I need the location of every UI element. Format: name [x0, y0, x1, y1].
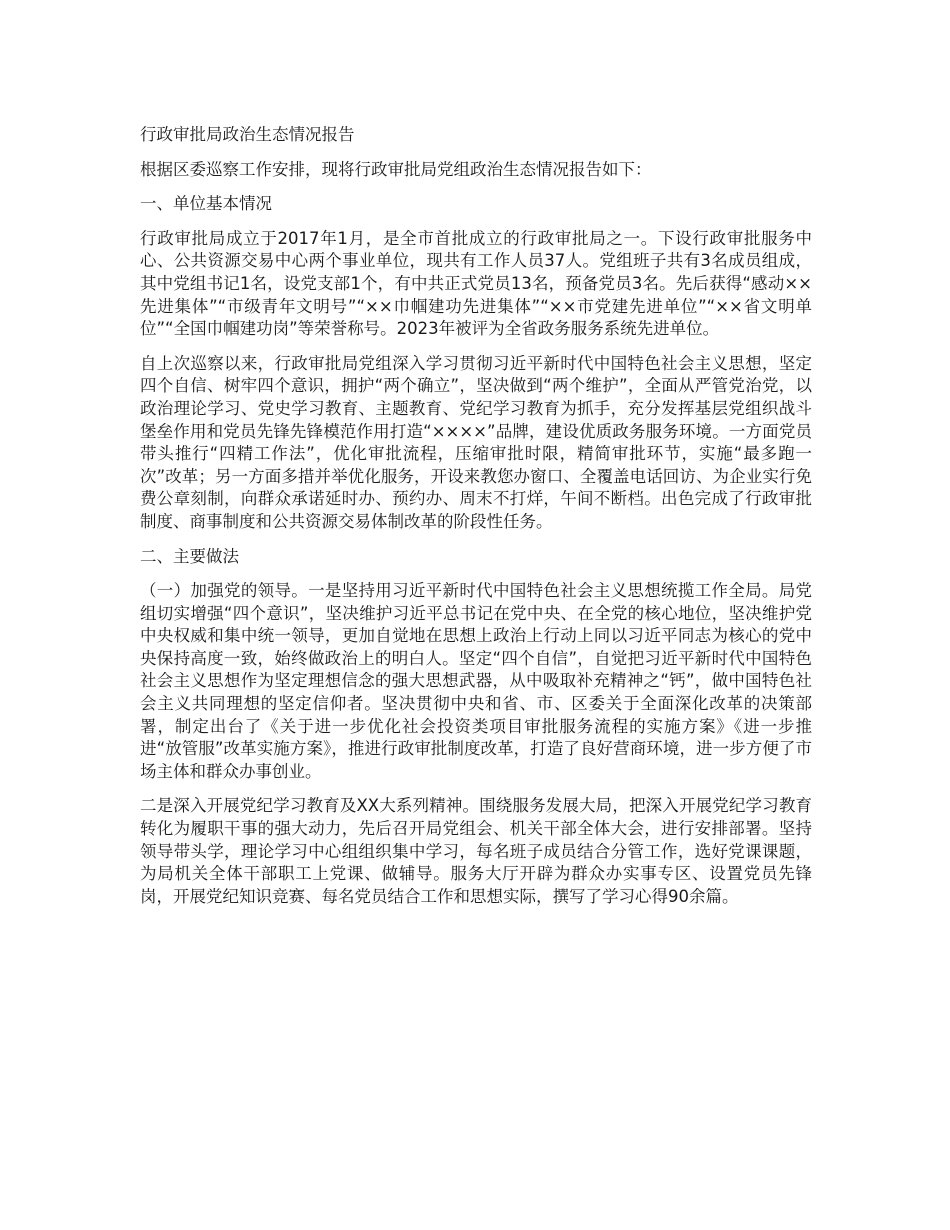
section-2-heading: 二、主要做法: [140, 546, 239, 566]
section-1-paragraph-1: 行政审批局成立于2017年1月，是全市首批成立的行政审批局之一。下设行政审批服务中心、公共资源交易中心两个事业单位，现共有工作人员37人。党组班子共有3名成员组成，其中党组书记1名，设党支部1个，有中共正式党员13名，预备党员3名。先后获得“感动××先进集体”“市级青年文明号”“××巾帼建功先进集体”“××市党建先进单位”“××省文明单位”“全国巾帼建功岗”等荣誉称号。2023年被评为全省政务服务系统先进单位。: [140, 228, 812, 339]
document-title: 行政审批局政治生态情况报告: [140, 125, 355, 144]
document-page: [140, 124, 812, 920]
section-1-paragraph-2: 自上次巡察以来，行政审批局党组深入学习贯彻习近平新时代中国特色社会主义思想，坚定四个自信、树牢四个意识，拥护“两个确立”，坚决做到“两个维护”，全面从严管党治党，以政治理论学习、党史学习教育、主题教育、党纪学习教育为抓手，充分发挥基层党组织战斗堡垒作用和党员先锋先锋模范作用打造“××××”品牌，建设优质政务服务环境。一方面党员带头推行“四精工作法”，优化审批流程，压缩审批时限，精简审批环节，实施“最多跑一次”改革；另一方面多措并举优化服务，开设来教您办窗口、全覆盖电话回访、为企业实行免费公章刻制，向群众承诺延时办、预约办、周末不打烊，午间不断档。出色完成了行政审批制度、商事制度和公共资源交易体制改革的阶段性任务。: [140, 353, 812, 531]
section-2-paragraph-2: 二是深入开展党纪学习教育及XX大系列精神。围绕服务发展大局，把深入开展党纪学习教育转化为履职干事的强大动力，先后召开局党组会、机关干部全体大会，进行安排部署。坚持领导带头学，理论学习中心组组织集中学习，每名班子成员结合分管工作，选好党课课题，为局机关全体干部职工上党课、做辅导。服务大厅开辟为群众办实事专区、设置党员先锋岗，开展党纪知识竞赛、每名党员结合工作和思想实际，撰写了学习心得90余篇。: [140, 796, 812, 906]
section-2-paragraph-1: （一）加强党的领导。一是坚持用习近平新时代中国特色社会主义思想统揽工作全局。局党组切实增强“四个意识”，坚决维护习近平总书记在党中央、在全党的核心地位，坚决维护党中央权威和集中统一领导，更加自觉地在思想上政治上行动上同以习近平同志为核心的党中央保持高度一致，始终做政治上的明白人。坚定“四个自信”，自觉把习近平新时代中国特色社会主义思想作为坚定理想信念的强大思想武器，从中吸取补充精神之“钙”，做中国特色社会主义共同理想的坚定信仰者。坚决贯彻中央和省、市、区委关于全面深化改革的决策部署，制定出台了《关于进一步优化社会投资类项目审批服务流程的实施方案》《进一步推进“放管服”改革实施方案》，推进行政审批制度改革，打造了良好营商环境，进一步方便了市场主体和群众办事创业。: [140, 581, 812, 781]
section-1-heading: 一、单位基本情况: [140, 194, 272, 214]
intro-paragraph: 根据区委巡察工作安排，现将行政审批局党组政治生态情况报告如下：: [140, 159, 652, 179]
